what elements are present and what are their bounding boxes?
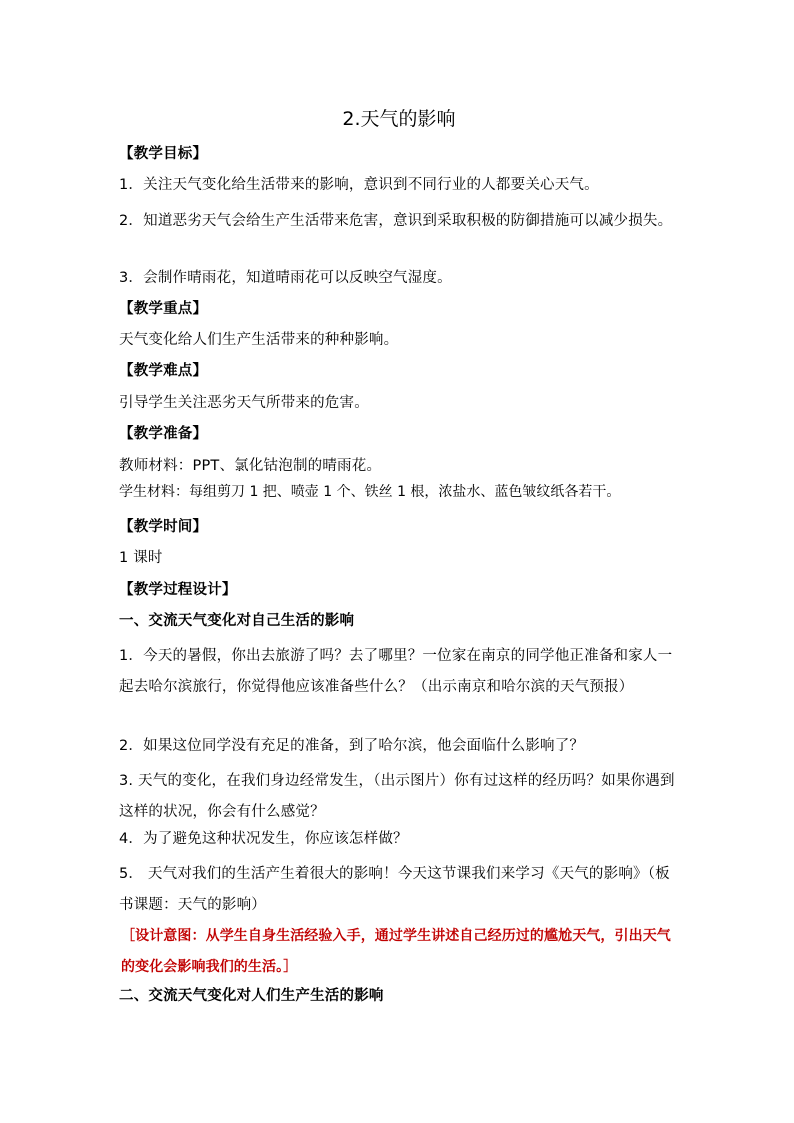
process-item: 2．如果这位同学没有充足的准备，到了哈尔滨，他会面临什么影响了？ — [119, 738, 585, 754]
objectives-heading: 【教学目标】 — [119, 146, 208, 162]
objective-item: 3．会制作晴雨花，知道晴雨花可以反映空气湿度。 — [119, 270, 452, 286]
key-point-text: 天气变化给人们生产生活带来的种种影响。 — [119, 332, 399, 348]
time-text: 1 课时 — [119, 550, 163, 566]
page-title: 2.天气的影响 — [342, 108, 456, 130]
difficulty-text: 引导学生关注恶劣天气所带来的危害。 — [119, 395, 369, 411]
process-item: 5． 天气对我们的生活产生着很大的影响！今天这节课我们来学习《天气的影响》（板书课题：天气的影响） — [119, 866, 670, 913]
preparation-teacher: 教师材料：PPT、氯化钴泡制的晴雨花。 — [119, 458, 382, 474]
objective-item: 2．知道恶劣天气会给生产生活带来危害，意识到采取积极的防御措施可以减少损失。 — [119, 213, 673, 229]
process-item: 4．为了避免这种状况发生，你应该怎样做？ — [119, 831, 408, 847]
process-heading: 【教学过程设计】 — [119, 582, 237, 598]
part1-heading: 一、交流天气变化对自己生活的影响 — [119, 613, 355, 629]
preparation-heading: 【教学准备】 — [119, 426, 208, 442]
key-point-heading: 【教学重点】 — [119, 301, 208, 317]
objective-item: 1．关注天气变化给生活带来的影响，意识到不同行业的人都要关心天气。 — [119, 177, 599, 193]
difficulty-heading: 【教学难点】 — [119, 363, 208, 379]
preparation-student: 学生材料：每组剪刀 1 把、喷壶 1 个、铁丝 1 根，浓盐水、蓝色皱纹纸各若干。 — [119, 484, 621, 500]
design-intent-note: ［设计意图：从学生自身生活经验入手，通过学生讲述自己经历过的尴尬天气，引出天气的变化会影响我们的生活。］ — [121, 928, 671, 975]
part2-heading: 二、交流天气变化对人们生产生活的影响 — [119, 988, 384, 1004]
process-item: 1．今天的暑假，你出去旅游了吗？去了哪里？一位家在南京的同学他正准备和家人一起去哈尔滨旅行，你觉得他应该准备些什么？（出示南京和哈尔滨的天气预报） — [119, 648, 673, 695]
time-heading: 【教学时间】 — [119, 519, 208, 535]
process-item: 3. 天气的变化，在我们身边经常发生，（出示图片）你有过这样的经历吗？如果你遇到这样的状况，你会有什么感觉？ — [119, 773, 675, 820]
